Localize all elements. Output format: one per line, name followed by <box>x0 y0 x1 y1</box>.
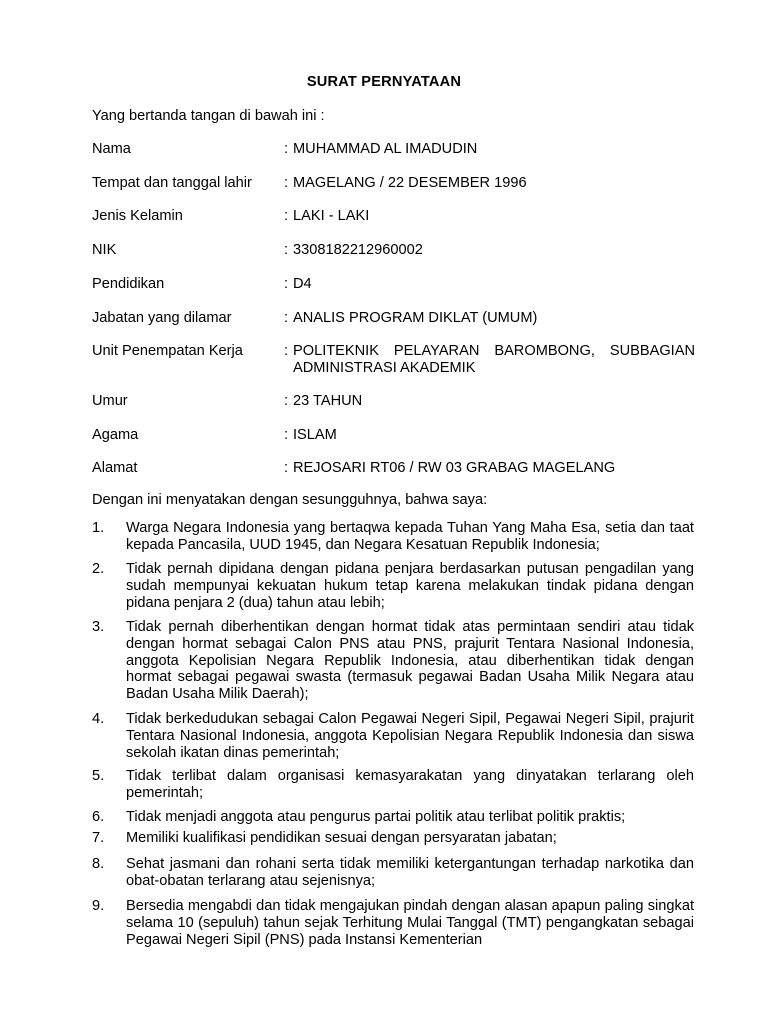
field-value-unit-penempatan: POLITEKNIK PELAYARAN BAROMBONG, SUBBAGIAN ADMINISTRASI AKADEMIK <box>293 343 695 376</box>
document-title: SURAT PERNYATAAN <box>306 74 462 90</box>
item-number: 8. <box>92 856 105 872</box>
field-value-umur: 23 TAHUN <box>293 393 363 409</box>
field-label-nama: Nama <box>92 141 131 157</box>
field-label-ttl: Tempat dan tanggal lahir <box>92 175 252 191</box>
field-colon: : <box>284 141 289 157</box>
statement-item: Sehat jasmani dan rohani serta tidak memiliki ketergantungan terhadap narkotika dan obat-obatan terlarang atau sejenisnya; <box>126 856 694 889</box>
field-label-umur: Umur <box>92 393 128 409</box>
field-value-jabatan: ANALIS PROGRAM DIKLAT (UMUM) <box>293 310 538 326</box>
field-colon: : <box>284 242 289 258</box>
statement-item: Tidak terlibat dalam organisasi kemasyarakatan yang dinyatakan terlarang oleh pemerintah; <box>126 768 694 801</box>
field-value-ttl: MAGELANG / 22 DESEMBER 1996 <box>293 175 527 191</box>
field-label-alamat: Alamat <box>92 460 138 476</box>
field-label-nik: NIK <box>92 242 117 258</box>
field-colon: : <box>284 460 289 476</box>
item-number: 7. <box>92 830 105 846</box>
field-value-alamat: REJOSARI RT06 / RW 03 GRABAG MAGELANG <box>293 460 616 476</box>
field-colon: : <box>284 276 289 292</box>
statement-item: Tidak pernah diberhentikan dengan hormat tidak atas permintaan sendiri atau tidak dengan hormat sebagai Calon PNS atau PNS, prajurit Tentara Nasional Indonesia, anggota Kepolisian Negara Republik Indonesia, atau diberhentikan tidak dengan hormat sebagai pegawai swasta (termasuk pegawai Badan Usaha Milik Negara atau Badan Usaha Milik Daerah); <box>126 619 694 703</box>
field-colon: : <box>284 310 289 326</box>
statement-item: Bersedia mengabdi dan tidak mengajukan pindah dengan alasan apapun paling singkat selama 10 (sepuluh) tahun sejak Terhitung Mulai Tanggal (TMT) pengangkatan sebagai Pegawai Negeri Sipil (PNS) pada Instansi Kementerian <box>126 898 694 948</box>
statement-item: Warga Negara Indonesia yang bertaqwa kepada Tuhan Yang Maha Esa, setia dan taat kepada Pancasila, UUD 1945, dan Negara Kesatuan Republik Indonesia; <box>126 520 694 553</box>
field-value-nama: MUHAMMAD AL IMADUDIN <box>293 141 478 157</box>
statement-intro: Dengan ini menyatakan dengan sesungguhnya, bahwa saya: <box>92 492 488 508</box>
field-label-jabatan: Jabatan yang dilamar <box>92 310 232 326</box>
field-label-agama: Agama <box>92 427 139 443</box>
field-label-pendidikan: Pendidikan <box>92 276 165 292</box>
statement-item: Tidak berkedudukan sebagai Calon Pegawai Negeri Sipil, Pegawai Negeri Sipil, prajurit Tentara Nasional Indonesia, anggota Kepolisian Negara Republik Indonesia dan siswa sekolah ikatan dinas pemerintah; <box>126 711 694 761</box>
field-value-pendidikan: D4 <box>293 276 312 292</box>
statement-item: Tidak pernah dipidana dengan pidana penjara berdasarkan putusan pengadilan yang sudah mempunyai kekuatan hukum tetap karena melakukan tindak pidana dengan pidana penjara 2 (dua) tahun atau lebih; <box>126 561 694 611</box>
item-number: 4. <box>92 711 105 727</box>
field-value-jenis-kelamin: LAKI - LAKI <box>293 208 370 224</box>
field-colon: : <box>284 393 289 409</box>
item-number: 5. <box>92 768 105 784</box>
field-label-jenis-kelamin: Jenis Kelamin <box>92 208 183 224</box>
item-number: 6. <box>92 809 105 825</box>
statement-item: Memiliki kualifikasi pendidikan sesuai dengan persyaratan jabatan; <box>126 830 557 846</box>
field-label-unit-penempatan: Unit Penempatan Kerja <box>92 343 243 359</box>
field-colon: : <box>284 343 289 359</box>
item-number: 1. <box>92 520 105 536</box>
field-value-nik: 3308182212960002 <box>293 242 423 258</box>
field-colon: : <box>284 427 289 443</box>
field-value-agama: ISLAM <box>293 427 337 443</box>
field-colon: : <box>284 175 289 191</box>
intro-text: Yang bertanda tangan di bawah ini : <box>92 108 325 124</box>
item-number: 3. <box>92 619 105 635</box>
item-number: 9. <box>92 898 105 914</box>
field-colon: : <box>284 208 289 224</box>
statement-item: Tidak menjadi anggota atau pengurus partai politik atau terlibat politik praktis; <box>126 809 626 825</box>
item-number: 2. <box>92 561 105 577</box>
